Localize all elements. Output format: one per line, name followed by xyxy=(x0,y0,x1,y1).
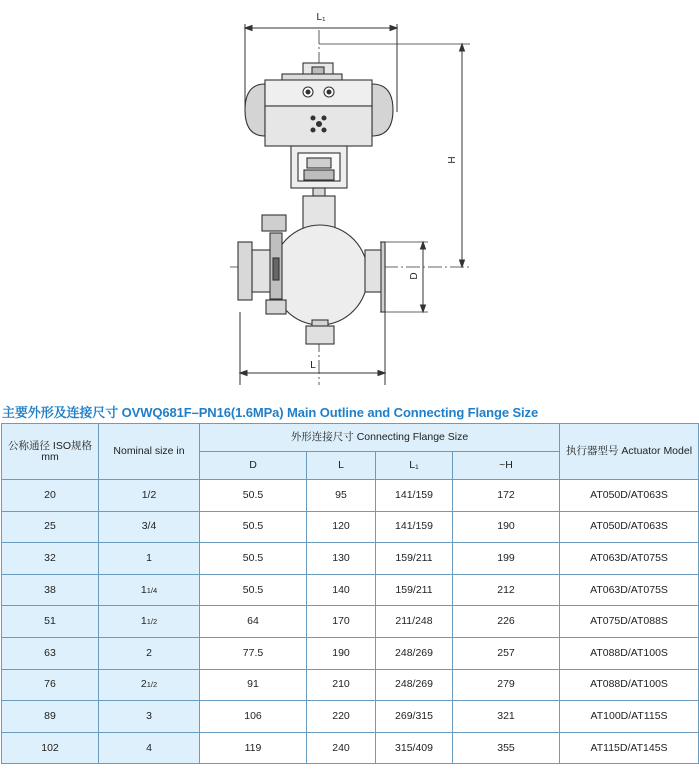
valve-body xyxy=(238,196,385,344)
section-title: 主要外形及连接尺寸 OVWQ681F–PN16(1.6MPa) Main Outline and Connecting Flange Size xyxy=(2,405,539,420)
l1-arrow-left xyxy=(245,26,252,31)
table-row xyxy=(2,511,699,543)
cell-h: 355 xyxy=(453,732,560,764)
cell-mm: 63 xyxy=(2,637,99,669)
cell-l: 120 xyxy=(307,511,376,543)
l-arrow-left xyxy=(240,371,247,376)
cell-in xyxy=(99,606,200,638)
cell-mm: 89 xyxy=(2,701,99,733)
cell-in-frac: 1/2 xyxy=(146,680,158,690)
table-row xyxy=(2,574,699,606)
cell-in-main: 3 xyxy=(146,709,152,722)
actuator-body-upper xyxy=(265,80,372,106)
header-nominal-in: Nominal size in xyxy=(99,424,200,480)
cell-mm: 25 xyxy=(2,511,99,543)
dim-label-l1: L₁ xyxy=(316,12,326,23)
cell-mm: 76 xyxy=(2,669,99,701)
cell-mm: 20 xyxy=(2,480,99,512)
header-l: L xyxy=(307,452,376,480)
cell-d: 50.5 xyxy=(200,511,307,543)
header-nominal-mm: 公称通径 ISO规格 mm xyxy=(2,424,99,480)
header-d: D xyxy=(200,452,307,480)
cell-h: 199 xyxy=(453,543,560,575)
cell-h: 190 xyxy=(453,511,560,543)
cell-l1: 269/315 xyxy=(376,701,453,733)
cell-in xyxy=(99,480,200,512)
cell-model: AT100D/AT115S xyxy=(560,701,699,733)
cell-l1: 315/409 xyxy=(376,732,453,764)
dim-label-l: L xyxy=(310,360,316,371)
cell-mm: 32 xyxy=(2,543,99,575)
cell-in-frac: 1/4 xyxy=(146,585,158,595)
cell-model: AT050D/AT063S xyxy=(560,511,699,543)
cell-in-main: 1 xyxy=(146,551,152,564)
cell-in xyxy=(99,637,200,669)
cell-l1: 159/211 xyxy=(376,574,453,606)
table-row xyxy=(2,543,699,575)
h-arrow-bottom xyxy=(460,260,465,267)
header-flange-group: 外形连接尺寸 Connecting Flange Size xyxy=(200,424,560,452)
cell-l: 240 xyxy=(307,732,376,764)
cell-in-main: 4 xyxy=(146,741,152,754)
cell-d: 119 xyxy=(200,732,307,764)
cell-l: 190 xyxy=(307,637,376,669)
cell-in-main: 2 xyxy=(140,678,147,691)
actuator xyxy=(245,63,393,146)
cell-d: 64 xyxy=(200,606,307,638)
cell-d: 77.5 xyxy=(200,637,307,669)
dimension-table xyxy=(1,423,699,764)
left-flange xyxy=(238,242,252,300)
table-row xyxy=(2,637,699,669)
cell-l: 220 xyxy=(307,701,376,733)
cell-in xyxy=(99,574,200,606)
cell-d: 106 xyxy=(200,701,307,733)
cell-l1: 141/159 xyxy=(376,511,453,543)
cell-model: AT088D/AT100S xyxy=(560,637,699,669)
cell-l: 140 xyxy=(307,574,376,606)
cell-h: 172 xyxy=(453,480,560,512)
cell-model: AT063D/AT075S xyxy=(560,543,699,575)
cell-h: 279 xyxy=(453,669,560,701)
cell-d: 50.5 xyxy=(200,480,307,512)
lever-lock xyxy=(262,215,286,231)
cell-model: AT088D/AT100S xyxy=(560,669,699,701)
cell-h: 212 xyxy=(453,574,560,606)
cell-l: 210 xyxy=(307,669,376,701)
cell-mm: 51 xyxy=(2,606,99,638)
right-flange xyxy=(381,242,385,312)
dim-label-h: H xyxy=(447,156,458,164)
cell-in xyxy=(99,701,200,733)
table-row xyxy=(2,669,699,701)
cell-in-frac: 1/2 xyxy=(146,617,158,627)
cell-d: 50.5 xyxy=(200,574,307,606)
cell-in-main: 1 xyxy=(140,583,147,596)
actuator-right-endcap xyxy=(372,84,393,136)
cell-in xyxy=(99,669,200,701)
cell-in-main: 1 xyxy=(140,615,147,628)
cell-l1: 141/159 xyxy=(376,480,453,512)
cell-in xyxy=(99,511,200,543)
table-row xyxy=(2,701,699,733)
actuator-left-endcap xyxy=(245,84,265,136)
cell-in-main: 2 xyxy=(146,646,152,659)
cell-in xyxy=(99,732,200,764)
header-actuator: 执行器型号 Actuator Model xyxy=(560,424,699,480)
d-arrow-top xyxy=(421,242,426,249)
cell-l1: 248/269 xyxy=(376,669,453,701)
cell-l1: 248/269 xyxy=(376,637,453,669)
l-arrow-right xyxy=(378,371,385,376)
cell-model: AT050D/AT063S xyxy=(560,480,699,512)
cell-h: 321 xyxy=(453,701,560,733)
cell-l: 95 xyxy=(307,480,376,512)
h-arrow-top xyxy=(460,44,465,51)
header-l1: L₁ xyxy=(376,452,453,480)
cell-d: 50.5 xyxy=(200,543,307,575)
cell-h: 226 xyxy=(453,606,560,638)
cell-in-main: 3/4 xyxy=(141,520,157,533)
cell-l1: 159/211 xyxy=(376,543,453,575)
header-h: ~H xyxy=(453,452,560,480)
mounting-bracket xyxy=(291,146,347,196)
drain-nut xyxy=(306,326,334,344)
table-row xyxy=(2,606,699,638)
cell-h: 257 xyxy=(453,637,560,669)
cell-mm: 102 xyxy=(2,732,99,764)
table-row xyxy=(2,732,699,764)
cell-mm: 38 xyxy=(2,574,99,606)
cell-model: AT115D/AT145S xyxy=(560,732,699,764)
dim-label-d: D xyxy=(409,272,420,280)
l1-arrow-right xyxy=(390,26,397,31)
cell-d: 91 xyxy=(200,669,307,701)
d-arrow-bottom xyxy=(421,305,426,312)
cell-in xyxy=(99,543,200,575)
cell-model: AT063D/AT075S xyxy=(560,574,699,606)
cell-in-main: 1/2 xyxy=(141,488,157,501)
table-row xyxy=(2,480,699,512)
cell-l: 170 xyxy=(307,606,376,638)
cell-l: 130 xyxy=(307,543,376,575)
cell-model: AT075D/AT088S xyxy=(560,606,699,638)
cell-l1: 211/248 xyxy=(376,606,453,638)
